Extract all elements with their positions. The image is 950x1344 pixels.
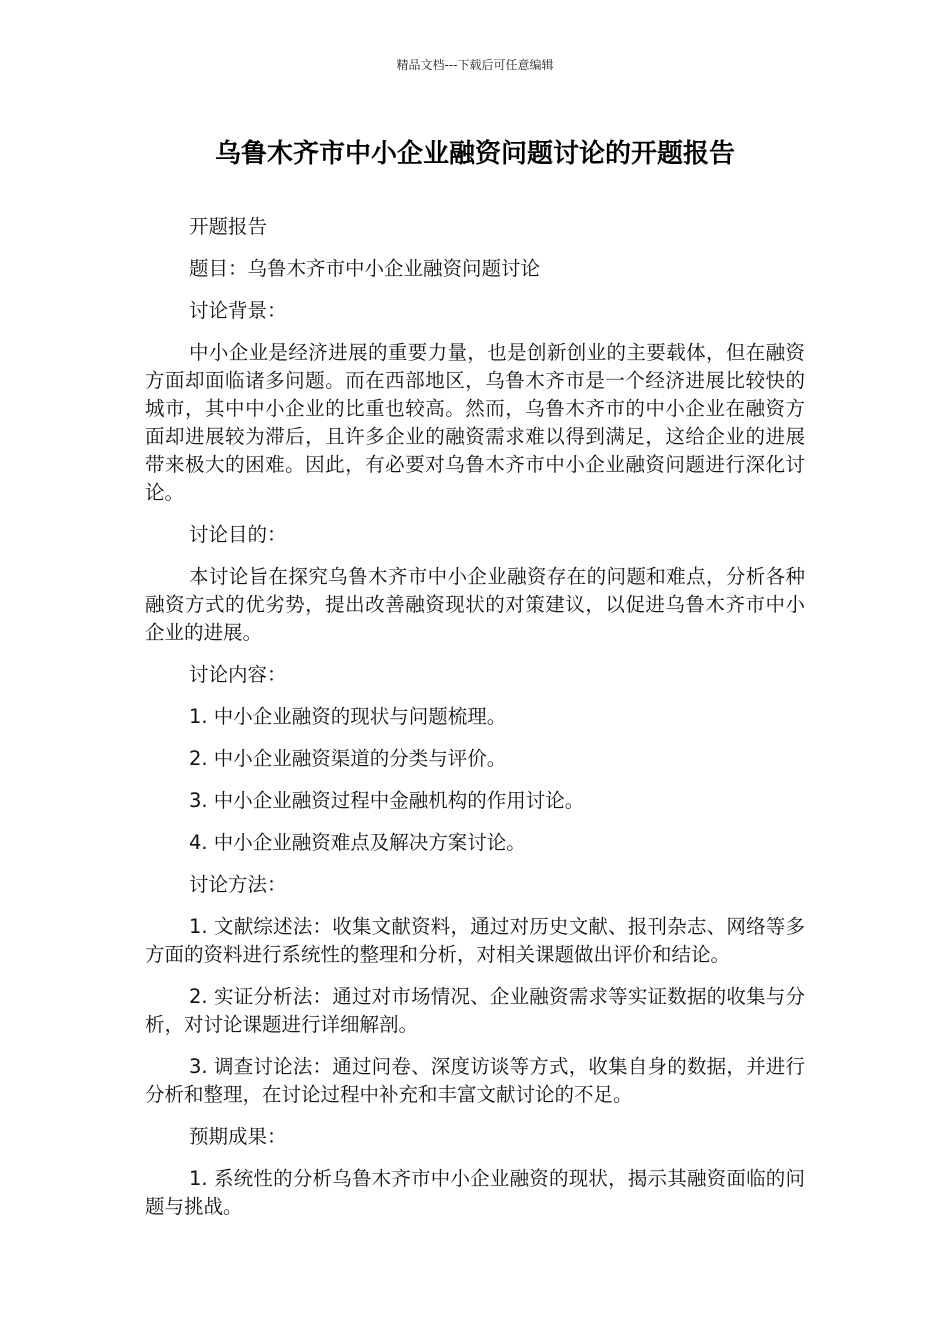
paragraph: 3. 中小企业融资过程中金融机构的作用讨论。 bbox=[189, 789, 585, 812]
paragraph: 2. 中小企业融资渠道的分类与评价。 bbox=[189, 747, 507, 770]
paragraph: 讨论内容： bbox=[189, 663, 287, 686]
paragraph: 讨论方法： bbox=[189, 873, 287, 896]
paragraph: 2. 实证分析法：通过对市场情况、企业融资需求等实证数据的收集与分析，对讨论课题进行详细解剖。 bbox=[145, 985, 805, 1036]
document-title: 乌鲁木齐市中小企业融资问题讨论的开题报告 bbox=[214, 139, 735, 169]
paragraph: 讨论目的： bbox=[189, 523, 287, 546]
page-header: 精品文档---下载后可任意编辑 bbox=[396, 58, 554, 72]
paragraph: 预期成果： bbox=[189, 1125, 287, 1148]
paragraph: 本讨论旨在探究乌鲁木齐市中小企业融资存在的问题和难点，分析各种融资方式的优劣势，提出改善融资现状的对策建议，以促进乌鲁木齐市中小企业的进展。 bbox=[145, 565, 805, 644]
paragraph: 题目：乌鲁木齐市中小企业融资问题讨论 bbox=[189, 257, 541, 280]
paragraph: 1. 中小企业融资的现状与问题梳理。 bbox=[189, 705, 507, 728]
paragraph: 1. 系统性的分析乌鲁木齐市中小企业融资的现状，揭示其融资面临的问题与挑战。 bbox=[145, 1167, 805, 1218]
paragraph: 3. 调查讨论法：通过问卷、深度访谈等方式，收集自身的数据，并进行分析和整理，在讨论过程中补充和丰富文献讨论的不足。 bbox=[145, 1055, 805, 1106]
document-body bbox=[145, 213, 805, 1235]
paragraph: 1. 文献综述法：收集文献资料，通过对历史文献、报刊杂志、网络等多方面的资料进行系统性的整理和分析，对相关课题做出评价和结论。 bbox=[145, 915, 805, 966]
paragraph: 中小企业是经济进展的重要力量，也是创新创业的主要载体，但在融资方面却面临诸多问题。而在西部地区，乌鲁木齐市是一个经济进展比较快的城市，其中中小企业的比重也较高。然而，乌鲁木齐市的中小企业在融资方面却进展较为滞后，且许多企业的融资需求难以得到满足，这给企业的进展带来极大的困难。因此，有必要对乌鲁木齐市中小企业融资问题进行深化讨论。 bbox=[145, 341, 805, 504]
paragraph: 开题报告 bbox=[189, 215, 268, 238]
paragraph: 讨论背景： bbox=[189, 299, 287, 322]
paragraph: 4. 中小企业融资难点及解决方案讨论。 bbox=[189, 831, 526, 854]
